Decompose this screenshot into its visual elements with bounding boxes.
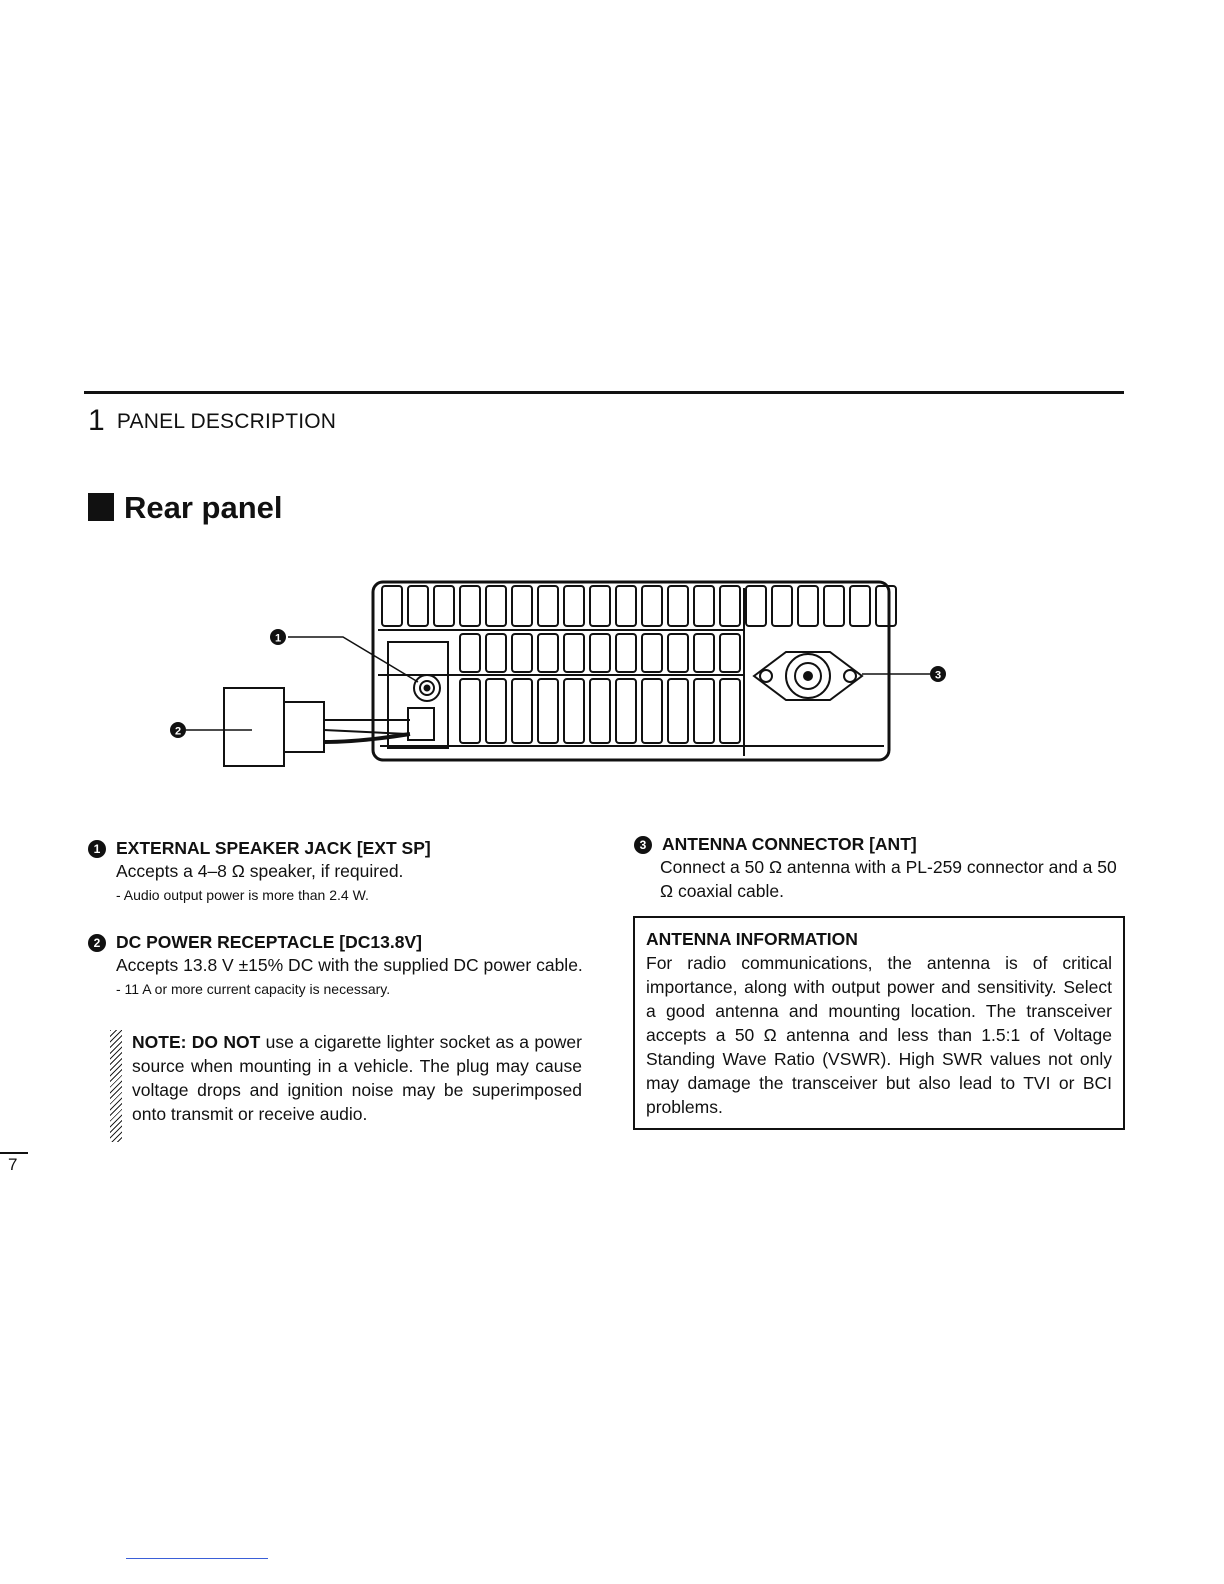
heat-sink-fin	[694, 634, 714, 672]
item-2-sub: - 11 A or more current capacity is necessary.	[116, 981, 391, 997]
heat-sink-fin	[460, 634, 480, 672]
item-3-body: Connect a 50 Ω antenna with a PL-259 connector and a 50 Ω coaxial cable.	[660, 857, 1117, 901]
heat-sink-fin	[642, 634, 662, 672]
heat-sink-fin	[746, 586, 766, 626]
heat-sink-fin	[616, 634, 636, 672]
heat-sink-fin	[668, 586, 688, 626]
page-number-rule	[0, 1152, 28, 1154]
item-1-body: Accepts a 4–8 Ω speaker, if required.	[116, 861, 404, 881]
chapter-number: 1	[88, 404, 105, 437]
dc-power-cable	[224, 688, 410, 766]
heat-sink-fin	[564, 679, 584, 743]
item-2-bullet: 2	[88, 934, 106, 952]
heat-sink-fin	[850, 586, 870, 626]
heat-sink-fin	[616, 679, 636, 743]
note-emphasis: DO NOT	[191, 1032, 261, 1052]
chapter-heading	[88, 404, 336, 438]
antenna-info-title: ANTENNA INFORMATION	[646, 929, 858, 949]
heat-sink-fin	[486, 634, 506, 672]
heat-sink-fin	[408, 586, 428, 626]
heat-sink-fin	[590, 634, 610, 672]
heat-sink-fin	[512, 679, 532, 743]
heat-sink-fin	[590, 586, 610, 626]
heat-sink-fin	[876, 586, 896, 626]
heat-sink-fin	[538, 634, 558, 672]
antenna-connector	[754, 652, 862, 700]
callout-2-label: 2	[174, 725, 182, 738]
item-3-bullet: 3	[634, 836, 652, 854]
item-1-bullet: 1	[88, 840, 106, 858]
section-title	[88, 490, 283, 526]
note-text: use a cigarette lighter socket as a power source when mounting in a vehicle. The plug may cause voltage drops and ignition noise may be superimposed onto transmit or receive audio.	[132, 1032, 582, 1124]
heat-sink-fin	[460, 679, 480, 743]
heat-sink-fin	[616, 586, 636, 626]
heat-sink-fin	[798, 586, 818, 626]
heat-sink-fin	[590, 679, 610, 743]
heat-sink-fin	[486, 679, 506, 743]
heat-sink-fin	[538, 679, 558, 743]
callout-3-label: 3	[934, 669, 942, 682]
note-box	[110, 1030, 582, 1126]
section-square-icon	[88, 493, 114, 521]
dc-power-receptacle-item	[88, 932, 588, 997]
callout-1-label: 1	[274, 632, 282, 645]
heat-sink-fin	[564, 634, 584, 672]
item-1-sub: - Audio output power is more than 2.4 W.	[116, 887, 369, 903]
heat-sink-fins	[382, 586, 896, 743]
section-title-text: Rear panel	[124, 490, 283, 525]
note-hatch	[110, 1030, 122, 1142]
bottom-line	[126, 1558, 268, 1559]
heat-sink-fin	[720, 679, 740, 743]
item-2-heading: DC POWER RECEPTACLE [DC13.8V]	[116, 932, 422, 952]
heat-sink-fin	[772, 586, 792, 626]
heat-sink-fin	[694, 586, 714, 626]
antenna-info-text: For radio communications, the antenna is of critical importance, along with output power and sensitivity. Select a good antenna and mounting location. The transceiver accepts a 50 Ω antenna and less than 1.5:1 of Voltage Standing Wave Ratio (VSWR). High SWR values not only may damage the transceiver but also lead to TVI or BCI problems.	[646, 953, 1112, 1117]
external-speaker-jack-item	[88, 838, 588, 903]
heat-sink-fin	[642, 586, 662, 626]
heat-sink-fin	[486, 586, 506, 626]
antenna-information-box	[633, 916, 1125, 1130]
dc-socket	[408, 708, 434, 740]
heat-sink-fin	[434, 586, 454, 626]
item-3-heading: ANTENNA CONNECTOR [ANT]	[662, 834, 917, 854]
antenna-connector-item	[634, 834, 1126, 903]
page-number: 7	[8, 1155, 18, 1174]
heat-sink-fin	[720, 586, 740, 626]
heat-sink-fin	[642, 679, 662, 743]
item-1-heading: EXTERNAL SPEAKER JACK [EXT SP]	[116, 838, 431, 858]
heat-sink-fin	[382, 586, 402, 626]
heat-sink-fin	[538, 586, 558, 626]
header-rule	[84, 391, 1124, 394]
heat-sink-fin	[512, 586, 532, 626]
heat-sink-fin	[824, 586, 844, 626]
note-label: NOTE:	[132, 1032, 187, 1052]
ext-sp-jack	[414, 675, 440, 701]
chapter-title: PANEL DESCRIPTION	[116, 410, 337, 433]
heat-sink-fin	[668, 634, 688, 672]
rear-panel-diagram	[160, 570, 960, 780]
item-2-body: Accepts 13.8 V ±15% DC with the supplied DC power cable.	[116, 955, 583, 975]
heat-sink-fin	[564, 586, 584, 626]
heat-sink-fin	[460, 586, 480, 626]
heat-sink-fin	[694, 679, 714, 743]
heat-sink-fin	[512, 634, 532, 672]
heat-sink-fin	[720, 634, 740, 672]
heat-sink-fin	[668, 679, 688, 743]
